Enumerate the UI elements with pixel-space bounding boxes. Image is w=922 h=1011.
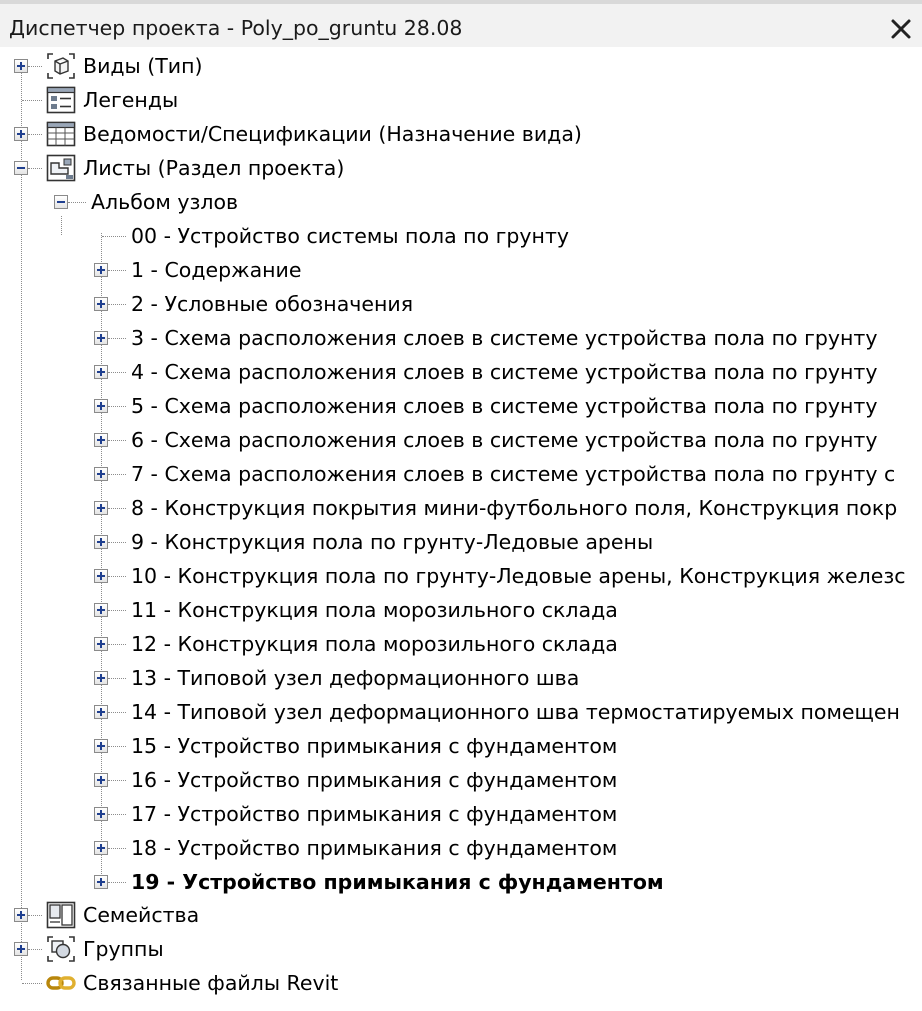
groups-icon	[46, 935, 76, 963]
sheet-item[interactable]	[0, 287, 922, 321]
sheet-item-label: 11 - Конструкция пола морозильного склада	[131, 598, 618, 622]
sheet-item[interactable]	[0, 559, 922, 593]
expand-button[interactable]	[94, 637, 108, 651]
window-title: Диспетчер проекта - Poly_po_gruntu 28.08	[9, 16, 463, 40]
expand-button[interactable]	[94, 263, 108, 277]
sheet-item[interactable]	[0, 627, 922, 661]
tree-item-sheets[interactable]	[0, 151, 922, 185]
expand-button[interactable]	[94, 433, 108, 447]
sheet-item-label: 16 - Устройство примыкания с фундаментом	[131, 768, 618, 792]
tree-item-album[interactable]	[0, 185, 922, 219]
sheet-item-label: 19 - Устройство примыкания с фундаментом	[131, 870, 664, 894]
sheets-icon	[46, 154, 76, 182]
tree-label: Ведомости/Спецификации (Назначение вида)	[83, 122, 582, 146]
sheet-item-label: 8 - Конструкция покрытия мини-футбольного поля, Конструкция покр	[131, 496, 898, 520]
tree-item-schedules[interactable]	[0, 117, 922, 151]
sheet-item-label: 17 - Устройство примыкания с фундаментом	[131, 802, 618, 826]
expand-button[interactable]	[14, 127, 28, 141]
sheet-item[interactable]	[0, 831, 922, 865]
expand-button[interactable]	[94, 773, 108, 787]
sheet-item[interactable]	[0, 253, 922, 287]
expand-button[interactable]	[94, 365, 108, 379]
collapse-button[interactable]	[14, 161, 28, 175]
expand-button[interactable]	[94, 705, 108, 719]
expand-button[interactable]	[94, 807, 108, 821]
tree-item-families[interactable]	[0, 898, 922, 932]
expand-button[interactable]	[94, 399, 108, 413]
collapse-button[interactable]	[54, 195, 68, 209]
expand-button[interactable]	[94, 331, 108, 345]
sheet-item[interactable]	[0, 865, 922, 899]
sheet-item-label: 2 - Условные обозначения	[131, 292, 414, 316]
sheet-item-label: 12 - Конструкция пола морозильного склада	[131, 632, 618, 656]
expand-button[interactable]	[94, 535, 108, 549]
expand-button[interactable]	[94, 841, 108, 855]
expand-button[interactable]	[94, 569, 108, 583]
sheet-item[interactable]	[0, 661, 922, 695]
sheet-item-label: 10 - Конструкция пола по грунту-Ледовые арены, Конструкция железс	[131, 564, 906, 588]
expand-button[interactable]	[14, 942, 28, 956]
tree-item-views[interactable]	[0, 49, 922, 83]
revit-links-icon	[46, 969, 76, 997]
sheet-item-label: 13 - Типовой узел деформационного шва	[131, 666, 580, 690]
sheet-item-label: 14 - Типовой узел деформационного шва термостатируемых помещен	[131, 700, 900, 724]
expand-button[interactable]	[14, 908, 28, 922]
sheet-item[interactable]	[0, 593, 922, 627]
tree-label: Легенды	[83, 88, 179, 112]
expand-button[interactable]	[94, 467, 108, 481]
expand-button[interactable]	[94, 739, 108, 753]
expand-button[interactable]	[94, 603, 108, 617]
families-icon	[46, 901, 76, 929]
schedules-icon	[46, 120, 76, 148]
sheet-item-label: 9 - Конструкция пола по грунту-Ледовые арены	[131, 530, 654, 554]
sheet-item[interactable]	[0, 423, 922, 457]
sheet-item-label: 18 - Устройство примыкания с фундаментом	[131, 836, 618, 860]
views-icon	[46, 52, 76, 80]
sheet-item[interactable]	[0, 695, 922, 729]
sheet-item-label: 5 - Схема расположения слоев в системе устройства пола по грунту	[131, 394, 878, 418]
project-browser-tree	[0, 47, 922, 1011]
sheet-item-label: 4 - Схема расположения слоев в системе устройства пола по грунту	[131, 360, 878, 384]
title-bar	[0, 0, 922, 47]
tree-label: Листы (Раздел проекта)	[83, 156, 345, 180]
sheet-item[interactable]	[0, 525, 922, 559]
tree-item-groups[interactable]	[0, 932, 922, 966]
sheet-item[interactable]	[0, 219, 922, 253]
tree-label: Семейства	[83, 903, 200, 927]
sheet-item[interactable]	[0, 729, 922, 763]
tree-label: Связанные файлы Revit	[83, 971, 339, 995]
tree-item-revit-links[interactable]	[0, 966, 922, 1000]
sheet-item[interactable]	[0, 491, 922, 525]
sheet-item-label: 00 - Устройство системы пола по грунту	[131, 224, 570, 248]
close-icon[interactable]	[884, 12, 918, 46]
sheet-item[interactable]	[0, 763, 922, 797]
sheet-item[interactable]	[0, 457, 922, 491]
legends-icon	[46, 86, 76, 114]
tree-label: Группы	[83, 937, 164, 961]
tree-item-legends[interactable]	[0, 83, 922, 117]
expand-button[interactable]	[14, 59, 28, 73]
sheet-item-label: 3 - Схема расположения слоев в системе устройства пола по грунту	[131, 326, 878, 350]
sheet-item[interactable]	[0, 797, 922, 831]
sheet-item-label: 7 - Схема расположения слоев в системе устройства пола по грунту с	[131, 462, 896, 486]
sheet-item-label: 1 - Содержание	[131, 258, 302, 282]
sheet-item-label: 15 - Устройство примыкания с фундаментом	[131, 734, 618, 758]
expand-button[interactable]	[94, 875, 108, 889]
expand-button[interactable]	[94, 501, 108, 515]
expand-button[interactable]	[94, 671, 108, 685]
expand-button[interactable]	[94, 297, 108, 311]
sheet-item[interactable]	[0, 321, 922, 355]
tree-label: Альбом узлов	[91, 190, 239, 214]
sheet-item[interactable]	[0, 389, 922, 423]
tree-label: Виды (Тип)	[83, 54, 203, 78]
sheet-item-label: 6 - Схема расположения слоев в системе устройства пола по грунту	[131, 428, 878, 452]
sheet-item[interactable]	[0, 355, 922, 389]
